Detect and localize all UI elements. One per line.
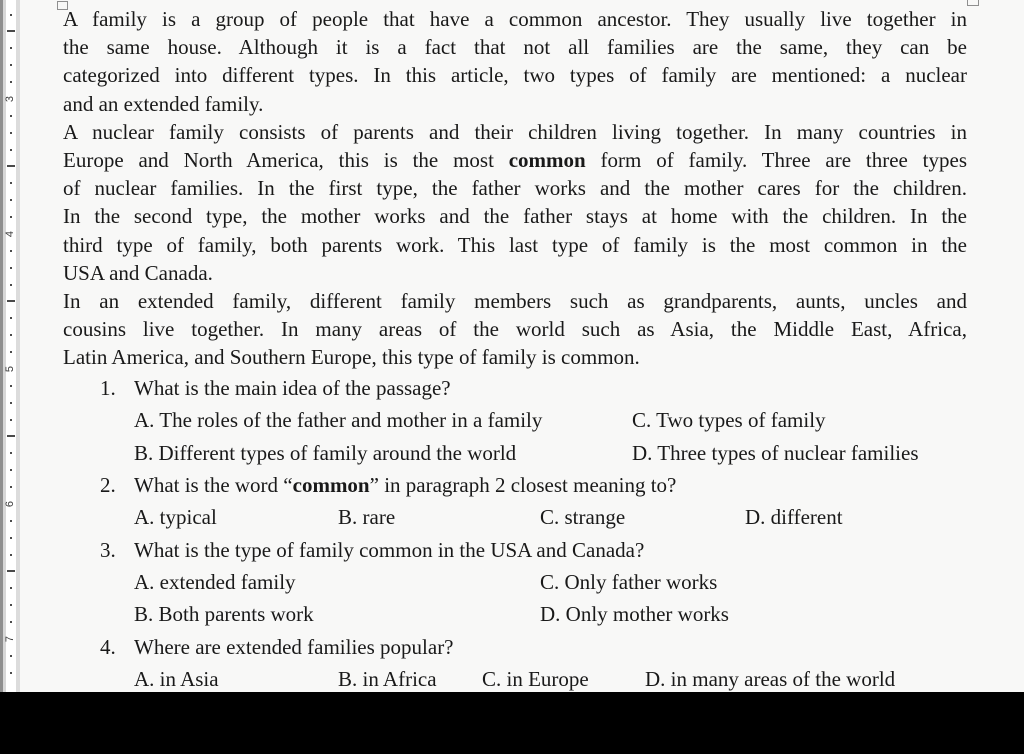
text: Europe and North America, this is the most bbox=[63, 147, 509, 172]
passage-line bbox=[63, 174, 967, 202]
ruler-tick bbox=[10, 604, 12, 606]
ruler-tick bbox=[10, 469, 12, 471]
ruler-tick bbox=[10, 47, 12, 49]
question bbox=[20, 534, 1024, 566]
text: In an extended family, different family members such as grandparents, aunts, uncles and bbox=[63, 288, 967, 313]
answer-option: C. Two types of family bbox=[632, 408, 826, 433]
ruler-tick bbox=[10, 216, 12, 218]
text: A family is a group of people that have a common ancestor. They usually live together in bbox=[63, 7, 967, 31]
question-text bbox=[134, 631, 454, 663]
passage-line bbox=[63, 5, 967, 33]
ruler-tick bbox=[10, 351, 12, 353]
ruler-tick bbox=[10, 334, 12, 336]
answer-option: C. in Europe bbox=[482, 667, 589, 692]
question-number: 3. bbox=[100, 537, 116, 562]
question-number: 1. bbox=[100, 376, 116, 400]
document-page[interactable] bbox=[20, 0, 1024, 692]
answer-option: C. Only father works bbox=[540, 570, 718, 595]
passage-line bbox=[63, 315, 967, 343]
answer-option: D. Only mother works bbox=[540, 602, 729, 627]
text: ” in paragraph 2 closest meaning to? bbox=[369, 473, 677, 498]
answer-option: C. strange bbox=[540, 505, 626, 530]
passage-paragraph bbox=[63, 5, 967, 118]
ruler-tick bbox=[10, 132, 12, 134]
text: What is the word “ bbox=[134, 473, 293, 498]
question-number: 4. bbox=[100, 634, 116, 659]
text: USA and Canada. bbox=[63, 260, 213, 285]
answer-option: A. extended family bbox=[134, 570, 296, 595]
question bbox=[20, 469, 1024, 501]
question-text bbox=[134, 372, 451, 404]
question bbox=[20, 631, 1024, 663]
text: cousins live together. In many areas of the world such as Asia, the Middle East, Africa, bbox=[63, 317, 967, 342]
answer-option: B. rare bbox=[338, 505, 396, 530]
ruler-tick bbox=[10, 587, 12, 589]
passage-line bbox=[63, 90, 967, 118]
answer-option: D. in many areas of the world bbox=[645, 667, 896, 692]
ruler-tick bbox=[10, 64, 12, 66]
ruler-tick bbox=[10, 81, 12, 83]
answer-option-row bbox=[20, 501, 1024, 533]
text-boundary-corner-mark-left bbox=[57, 1, 68, 10]
ruler-tick bbox=[10, 250, 12, 252]
text: form of family. Three are three types bbox=[585, 147, 967, 172]
text: A nuclear family consists of parents and their children living together. In many countries in bbox=[63, 119, 967, 144]
passage-line bbox=[63, 343, 967, 371]
ruler-tick bbox=[10, 199, 12, 201]
text-boundary-corner-mark-right bbox=[967, 0, 979, 6]
passage-line bbox=[63, 118, 967, 146]
text: and an extended family. bbox=[63, 91, 264, 116]
ruler-inch-number: 6 bbox=[4, 500, 16, 508]
ruler-tick bbox=[7, 300, 15, 302]
ruler-tick bbox=[7, 570, 15, 572]
passage-line bbox=[63, 287, 967, 315]
passage-line bbox=[63, 61, 967, 89]
ruler-tick bbox=[10, 621, 12, 623]
ruler-inch-number: 4 bbox=[4, 230, 16, 238]
text: of nuclear families. In the first type, the father works and the mother cares for the children. bbox=[63, 176, 967, 201]
ruler-tick bbox=[10, 655, 12, 657]
answer-option-row bbox=[20, 663, 1024, 692]
ruler-tick bbox=[10, 402, 12, 404]
passage-paragraph bbox=[63, 118, 967, 287]
bold-text: common bbox=[292, 473, 370, 498]
text: In the second type, the mother works and the father stays at home with the children. In the bbox=[63, 204, 967, 229]
answer-option: A. typical bbox=[134, 505, 217, 530]
passage-line bbox=[63, 202, 967, 230]
ruler-tick bbox=[10, 554, 12, 556]
passage-paragraph bbox=[63, 287, 967, 372]
answer-option-row bbox=[20, 598, 1024, 630]
questions bbox=[20, 372, 1024, 692]
ruler-tick bbox=[10, 14, 12, 16]
ruler-tick bbox=[7, 30, 15, 32]
question-text bbox=[134, 469, 676, 501]
ruler-tick bbox=[10, 486, 12, 488]
text: Where are extended families popular? bbox=[134, 634, 454, 659]
bold-text: common bbox=[508, 147, 586, 172]
letterbox-bottom-bar bbox=[0, 692, 1024, 754]
ruler-tick bbox=[10, 672, 12, 674]
ruler-tick bbox=[10, 182, 12, 184]
text: categorized into different types. In this article, two types of family are mentioned: a nuclear bbox=[63, 63, 967, 88]
passage-line bbox=[63, 33, 967, 61]
question-number: 2. bbox=[100, 473, 116, 498]
text: third type of family, both parents work. This last type of family is the most common in the bbox=[63, 232, 967, 257]
passage bbox=[20, 0, 1024, 371]
answer-option-row bbox=[20, 437, 1024, 469]
ruler-tick bbox=[10, 419, 12, 421]
answer-option: B. Different types of family around the world bbox=[134, 440, 517, 465]
passage-line bbox=[63, 231, 967, 259]
ruler-tick bbox=[10, 284, 12, 286]
answer-option: D. different bbox=[745, 505, 843, 530]
passage-line bbox=[63, 146, 967, 174]
ruler-tick bbox=[10, 115, 12, 117]
ruler-inch-number: 5 bbox=[4, 365, 16, 373]
ruler-tick bbox=[10, 452, 12, 454]
text: Latin America, and Southern Europe, this type of family is common. bbox=[63, 345, 640, 370]
answer-option: A. in Asia bbox=[134, 667, 219, 692]
ruler-tick bbox=[7, 435, 15, 437]
vertical-ruler[interactable] bbox=[0, 0, 20, 692]
text: What is the main idea of the passage? bbox=[134, 376, 451, 400]
ruler-tick bbox=[10, 317, 12, 319]
passage-line bbox=[63, 259, 967, 287]
ruler-inch-number: 3 bbox=[4, 95, 16, 103]
ruler-inch-number: 7 bbox=[4, 635, 16, 643]
ruler-tick bbox=[10, 537, 12, 539]
question bbox=[20, 372, 1024, 404]
ruler-tick bbox=[10, 520, 12, 522]
text: What is the type of family common in the USA and Canada? bbox=[134, 537, 645, 562]
answer-option: A. The roles of the father and mother in a family bbox=[134, 408, 543, 433]
ruler-tick bbox=[7, 165, 15, 167]
answer-option-row bbox=[20, 566, 1024, 598]
text: the same house. Although it is a fact that not all families are the same, they can be bbox=[63, 35, 967, 60]
answer-option: B. in Africa bbox=[338, 667, 437, 692]
ruler-tick bbox=[10, 149, 12, 151]
ruler-tick bbox=[10, 385, 12, 387]
ruler-tick bbox=[10, 267, 12, 269]
answer-option-row bbox=[20, 404, 1024, 436]
answer-option: D. Three types of nuclear families bbox=[632, 440, 919, 465]
question-text bbox=[134, 534, 644, 566]
answer-option: B. Both parents work bbox=[134, 602, 314, 627]
